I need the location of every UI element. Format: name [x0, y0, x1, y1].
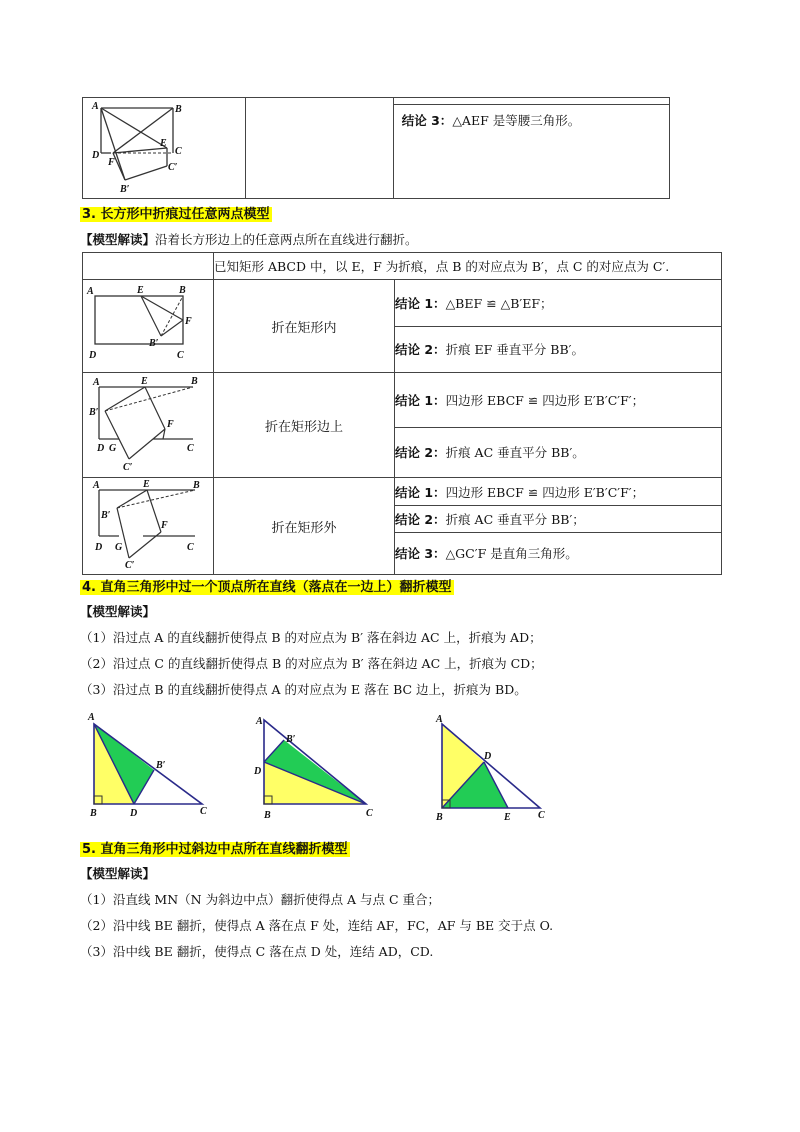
- section5-item-1: （1）沿直线 MN（N 为斜边中点）翻折使得点 A 与点 C 重合；: [80, 892, 441, 907]
- label-C: C: [187, 443, 194, 454]
- label-A: A: [256, 716, 263, 727]
- label-C: C: [187, 542, 194, 553]
- section5-heading: 5. 直角三角形中过斜边中点所在直线翻折模型: [82, 842, 348, 857]
- section3-row1-c1: 结论 1：△BEF ≌ △B′EF；: [395, 280, 722, 327]
- section3-fig3-cell: [83, 478, 214, 575]
- section4-heading-wrap: [80, 576, 454, 595]
- top-conclusion-3: 结论 3：△AEF 是等腰三角形。: [394, 104, 669, 129]
- fold-figure-top: [83, 98, 245, 194]
- label-D: D: [89, 350, 97, 361]
- label-B: B: [175, 104, 182, 115]
- label-E: E: [137, 285, 144, 296]
- rt-triangle-fold-B-figure: [432, 712, 562, 822]
- section5-item-3: （3）沿中线 BE 翻折，使得点 C 落在点 D 处，连结 AD，CD.: [80, 944, 434, 959]
- top-middle-cell: [246, 98, 394, 199]
- section3-heading: 3. 长方形中折痕过任意两点模型: [82, 207, 270, 222]
- label-B-prime: B′: [120, 184, 130, 194]
- label-C: C: [200, 806, 207, 817]
- rt-triangle-fold-C-figure: [250, 712, 390, 822]
- label-B: B: [90, 808, 97, 818]
- rect-fold-inside-figure: [83, 280, 213, 368]
- label-E: E: [160, 138, 167, 149]
- section3-given: 已知矩形 ABCD 中，以 E，F 为折痕，点 B 的对应点为 B′，点 C 的对应点为 C′.: [214, 253, 722, 280]
- label-F: F: [185, 316, 192, 327]
- label-B: B: [264, 810, 271, 821]
- rect-fold-on-edge-figure: [83, 373, 213, 473]
- label-B-prime: B′: [149, 338, 159, 349]
- rect-fold-outside-figure: [83, 478, 213, 570]
- label-D: D: [92, 150, 100, 161]
- label-A: A: [93, 377, 100, 388]
- label-B-prime: B′: [156, 760, 166, 771]
- label-B: B: [193, 480, 200, 491]
- section3-fig2-cell: [83, 373, 214, 478]
- section5-heading-wrap: [80, 838, 350, 857]
- label-E: E: [141, 376, 148, 387]
- label-B-prime: B′: [286, 734, 296, 745]
- label-F: F: [161, 520, 168, 531]
- label-A: A: [87, 286, 94, 297]
- section3-row2-c1: 结论 1：四边形 EBCF ≌ 四边形 E′B′C′F′；: [395, 373, 722, 428]
- section4-item-2: （2）沿过点 C 的直线翻折使得点 B 的对应点为 B′ 落在斜边 AC 上，折痕为 CD；: [80, 656, 543, 671]
- rt-triangle-fold-A-figure: [82, 708, 222, 818]
- label-D: D: [484, 751, 492, 762]
- label-C: C: [366, 808, 373, 819]
- section3-reading: 【模型解读】沿着长方形边上的任意两点所在直线进行翻折。: [80, 232, 418, 247]
- label-E: E: [504, 812, 511, 822]
- section3-row2-c2: 结论 2：折痕 AC 垂直平分 BB′。: [395, 427, 722, 477]
- label-B: B: [179, 285, 186, 296]
- top-table: [82, 97, 670, 199]
- label-B-prime: B′: [89, 407, 99, 418]
- section3-case3: 折在矩形外: [214, 478, 395, 575]
- section5-item-2: （2）沿中线 BE 翻折，使得点 A 落在点 F 处，连结 AF，FC，AF 与 BE 交于点 O.: [80, 918, 554, 933]
- label-F: F: [167, 419, 174, 430]
- label-D: D: [97, 443, 105, 454]
- label-E: E: [143, 479, 150, 490]
- label-G: G: [115, 542, 123, 553]
- label-B-prime: B′: [101, 510, 111, 521]
- section3-case1: 折在矩形内: [214, 280, 395, 373]
- section4-item-1: （1）沿过点 A 的直线翻折使得点 B 的对应点为 B′ 落在斜边 AC 上，折痕为 AD；: [80, 630, 542, 645]
- label-C-prime: C′: [125, 560, 135, 570]
- top-conclusion-cell: [393, 98, 669, 199]
- label-B: B: [191, 376, 198, 387]
- label-D: D: [130, 808, 138, 818]
- label-A: A: [92, 101, 99, 112]
- top-figure-cell: [83, 98, 246, 199]
- label-D: D: [95, 542, 103, 553]
- section4-reading-label: 【模型解读】: [80, 604, 156, 619]
- section5-reading-label: 【模型解读】: [80, 866, 156, 881]
- label-F: F: [108, 157, 115, 168]
- section4-heading: 4. 直角三角形中过一个顶点所在直线（落点在一边上）翻折模型: [82, 580, 452, 595]
- section4-item-3: （3）沿过点 B 的直线翻折使得点 A 的对应点为 E 落在 BC 边上，折痕为 BD。: [80, 682, 527, 697]
- section3-case2: 折在矩形边上: [214, 373, 395, 478]
- section3-table: [82, 252, 722, 575]
- section3-row1-c2: 结论 2：折痕 EF 垂直平分 BB′。: [395, 326, 722, 373]
- section3-row3-c2: 结论 2：折痕 AC 垂直平分 BB′；: [395, 506, 722, 532]
- label-A: A: [88, 712, 95, 723]
- section3-fig1-cell: [83, 280, 214, 373]
- section3-row3-c1: 结论 1：四边形 EBCF ≌ 四边形 E′B′C′F′；: [395, 478, 722, 506]
- label-C: C: [177, 350, 184, 361]
- label-C: C: [175, 146, 182, 157]
- label-D: D: [254, 766, 262, 777]
- label-C-prime: C′: [123, 462, 133, 473]
- section3-row3-c3: 结论 3：△GC′F 是直角三角形。: [395, 532, 722, 574]
- label-A: A: [93, 480, 100, 491]
- label-G: G: [109, 443, 117, 454]
- label-C-prime: C′: [168, 162, 178, 173]
- label-B: B: [436, 812, 443, 822]
- section3-heading-wrap: [80, 203, 272, 222]
- label-A: A: [436, 714, 443, 725]
- label-C: C: [538, 810, 545, 821]
